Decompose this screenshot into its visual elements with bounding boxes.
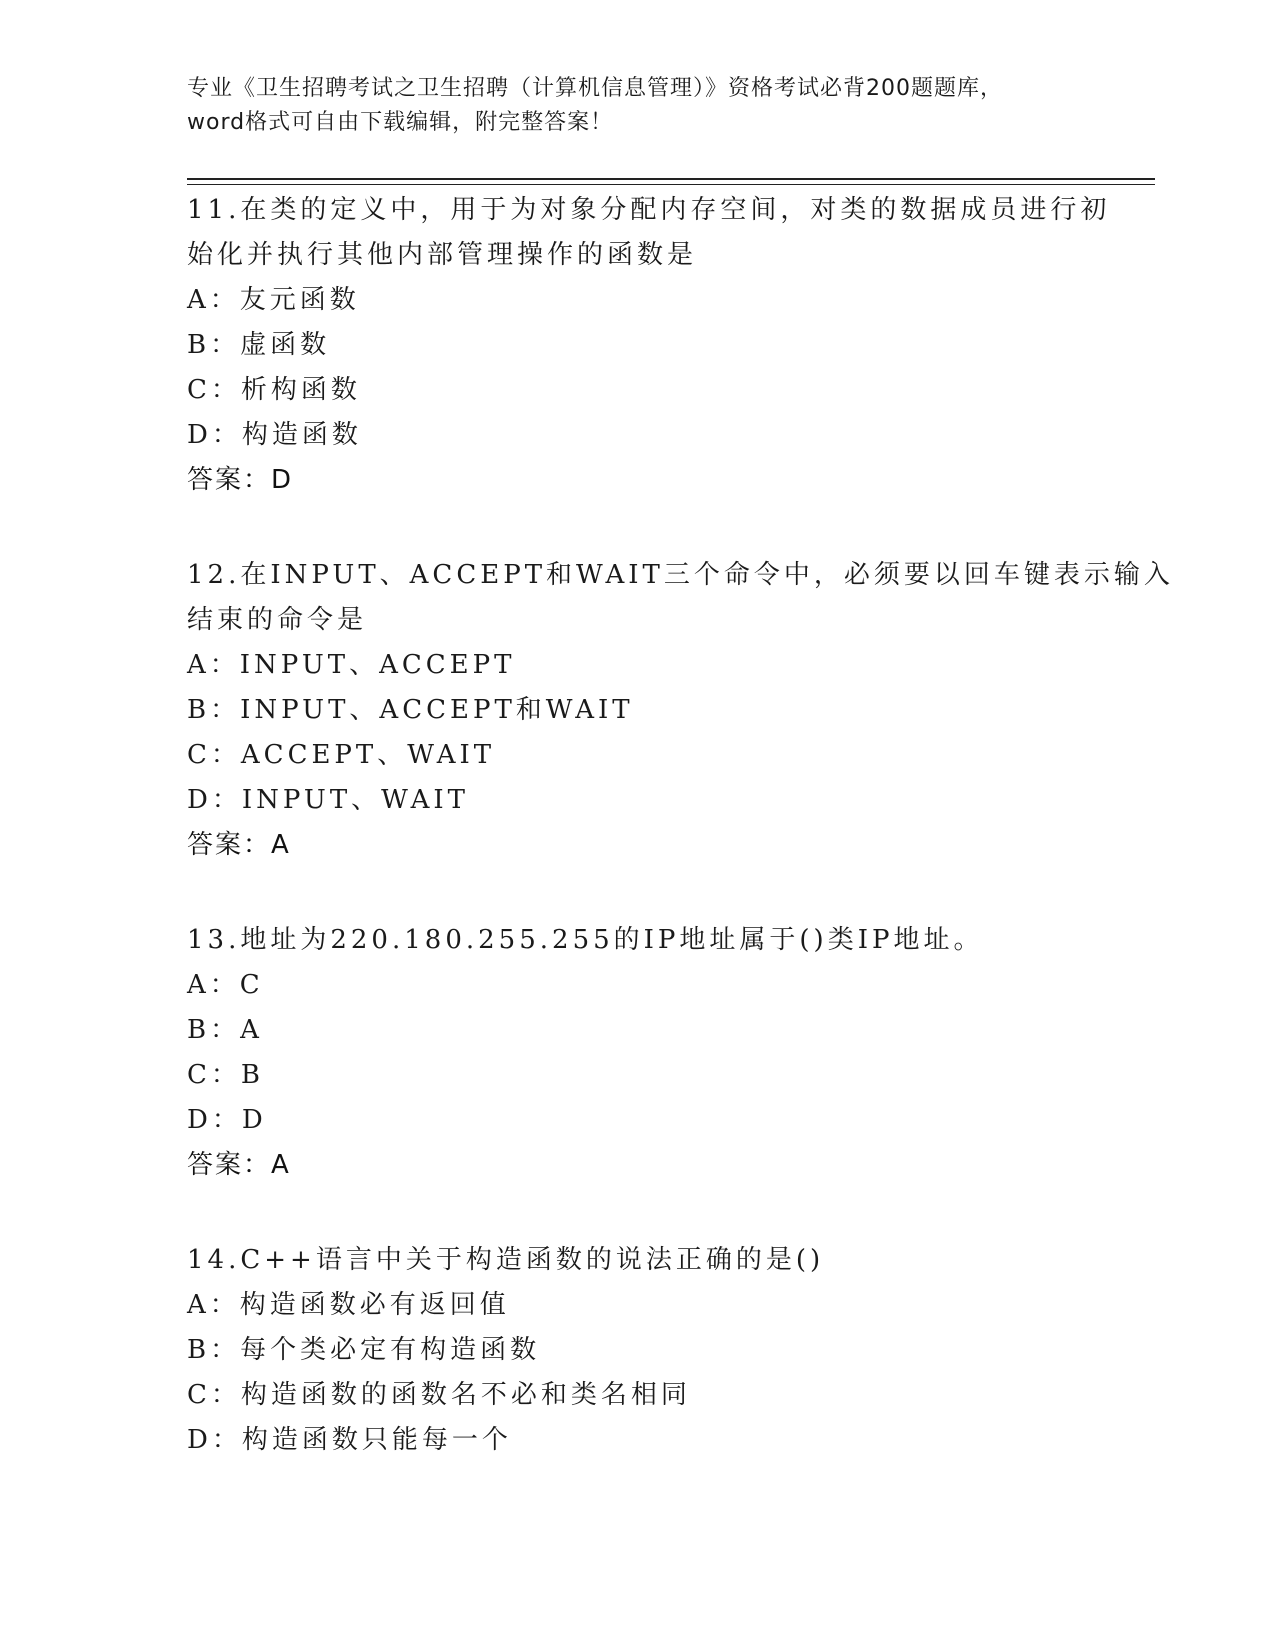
option-d: D：D xyxy=(187,1105,267,1135)
option-a: A：C xyxy=(187,970,264,1000)
question-stem: 结束的命令是 xyxy=(187,605,368,635)
option-c: C：ACCEPT、WAIT xyxy=(187,740,496,770)
question-stem: 13.地址为220.180.255.255的IP地址属于()类IP地址。 xyxy=(187,925,984,955)
question-14 xyxy=(187,1238,1087,1463)
header-subtitle-line: word格式可自由下载编辑，附完整答案！ xyxy=(187,110,614,135)
option-b: B：虚函数 xyxy=(187,330,331,360)
option-b: B：INPUT、ACCEPT和WAIT xyxy=(187,695,634,725)
answer-line: 答案：A xyxy=(187,1150,291,1180)
question-12 xyxy=(187,553,1174,868)
option-d: D：INPUT、WAIT xyxy=(187,785,469,815)
option-c: C：B xyxy=(187,1060,265,1090)
question-11 xyxy=(187,188,1111,503)
header-divider-bottom xyxy=(187,184,1155,185)
question-stem: 12.在INPUT、ACCEPT和WAIT三个命令中，必须要以回车键表示输入 xyxy=(187,560,1174,590)
option-b: B：A xyxy=(187,1015,263,1045)
option-d: D：构造函数 xyxy=(187,420,362,450)
option-a: A：构造函数必有返回值 xyxy=(187,1290,510,1320)
question-stem: 11.在类的定义中，用于为对象分配内存空间，对类的数据成员进行初 xyxy=(187,195,1111,225)
question-13 xyxy=(187,918,1087,1188)
header-divider-top xyxy=(187,178,1155,180)
option-a: A：友元函数 xyxy=(187,285,360,315)
option-c: C：析构函数 xyxy=(187,375,361,405)
answer-line: 答案：D xyxy=(187,465,294,495)
option-c: C：构造函数的函数名不必和类名相同 xyxy=(187,1380,691,1410)
option-a: A：INPUT、ACCEPT xyxy=(187,650,516,680)
header-title-line: 专业《卫生招聘考试之卫生招聘（计算机信息管理）》资格考试必背200题题库， xyxy=(187,76,1003,101)
question-stem: 始化并执行其他内部管理操作的函数是 xyxy=(187,240,698,270)
answer-line: 答案：A xyxy=(187,830,291,860)
question-stem: 14.C++语言中关于构造函数的说法正确的是() xyxy=(187,1245,825,1275)
document-header xyxy=(187,72,1087,140)
option-b: B：每个类必定有构造函数 xyxy=(187,1335,541,1365)
option-d: D：构造函数只能每一个 xyxy=(187,1425,512,1455)
